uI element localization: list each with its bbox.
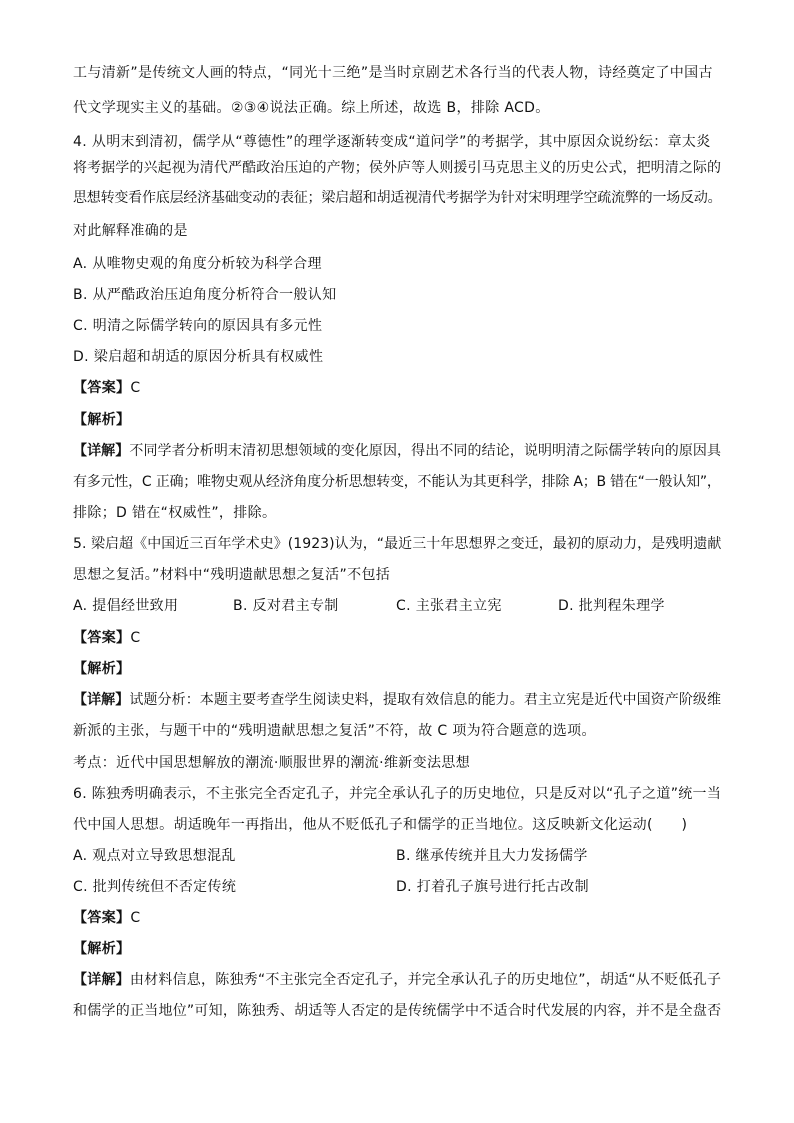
question-4-detail: 排除；D 错在“权威性”，排除。 — [73, 505, 277, 521]
analysis-tag: 【解析】 — [73, 412, 131, 428]
question-6-stem: 6. 陈独秀明确表示，不主张完全否定孔子，并完全承认孔子的历史地位，只是反对以“孔子之道”统一当 — [73, 786, 722, 802]
question-5-kaodian: 考点：近代中国思想解放的潮流·顺服世界的潮流·维新变法思想 — [73, 755, 471, 771]
question-4-stem: 将考据学的兴起视为清代严酷政治压迫的产物；侯外庐等人则援引马克思主义的历史公式，把明清之际的 — [73, 160, 722, 176]
question-6-detail — [73, 969, 721, 991]
analysis-tag: 【解析】 — [73, 941, 131, 957]
question-6-option-b: B. 继承传统并且大力发扬儒学 — [396, 848, 588, 864]
question-6-answer — [73, 907, 141, 929]
question-4-stem: 4. 从明末到清初，儒学从“尊德性”的理学逐渐转变成“道问学”的考据学，其中原因众说纷纭：章太炎 — [73, 134, 711, 150]
detail-tag: 【详解】 — [73, 443, 130, 459]
answer-tag: 【答案】 — [73, 380, 131, 396]
question-4-detail — [73, 440, 721, 462]
question-4-option-b: B. 从严酷政治压迫角度分析符合一般认知 — [73, 287, 337, 303]
question-6-analysis-tag — [73, 938, 130, 960]
paragraph-line: 代文学现实主义的基础。②③④说法正确。综上所述，故选 B，排除 ACD。 — [73, 100, 550, 116]
question-6-stem: 代中国人思想。胡适晚年一再指出，他从不贬低孔子和儒学的正当地位。这反映新文化运动( ) — [73, 817, 688, 833]
question-4-detail: 有多元性，C 正确；唯物史观从经济角度分析思想转变，不能认为其更科学，排除 A；B 错在“一般认知”， — [73, 474, 721, 490]
analysis-tag: 【解析】 — [73, 661, 131, 677]
question-5-option-d: D. 批判程朱理学 — [558, 598, 665, 614]
question-5-detail: 新派的主张，与题干中的“残明遗献思想之复活”不符，故 C 项为符合题意的选项。 — [73, 723, 596, 739]
detail-tag: 【详解】 — [73, 972, 130, 988]
question-5-option-b: B. 反对君主专制 — [233, 598, 339, 614]
question-4-option-c: C. 明清之际儒学转向的原因具有多元性 — [73, 318, 323, 334]
question-6-option-c: C. 批判传统但不否定传统 — [73, 879, 237, 895]
question-5-stem: 5. 梁启超《中国近三百年学术史》(1923)认为，“最近三十年思想界之变迁，最初的原动力，是残明遗献 — [73, 536, 722, 552]
question-6-option-d: D. 打着孔子旗号进行托古改制 — [396, 879, 589, 895]
answer-tag: 【答案】 — [73, 630, 131, 646]
question-4-answer — [73, 377, 141, 399]
answer-value: C — [130, 630, 141, 646]
question-5-detail — [73, 689, 721, 711]
question-5-option-a: A. 提倡经世致用 — [73, 598, 179, 614]
question-4-option-a: A. 从唯物史观的角度分析较为科学合理 — [73, 256, 322, 272]
detail-text: 试题分析：本题主要考查学生阅读史料，提取有效信息的能力。君主立宪是近代中国资产阶级维 — [129, 692, 722, 708]
answer-tag: 【答案】 — [73, 910, 131, 926]
question-4-option-d: D. 梁启超和胡适的原因分析具有权威性 — [73, 349, 324, 365]
question-5-answer — [73, 627, 141, 649]
question-4-stem: 对此解释准确的是 — [73, 223, 188, 239]
question-4-analysis-tag — [73, 409, 130, 431]
question-6-detail: 和儒学的正当地位”可知，陈独秀、胡适等人否定的是传统儒学中不适合时代发展的内容，并不是全盘否 — [73, 1003, 722, 1019]
answer-value: C — [130, 910, 141, 926]
question-4-stem: 思想转变看作底层经济基础变动的表征；梁启超和胡适视清代考据学为针对宋明理学空疏流弊的一场反动。 — [73, 190, 722, 206]
detail-tag: 【详解】 — [73, 692, 130, 708]
paragraph-line: 工与清新”是传统文人画的特点，“同光十三绝”是当时京剧艺术各行当的代表人物，诗经奠定了中国古 — [73, 65, 713, 81]
question-6-option-a: A. 观点对立导致思想混乱 — [73, 848, 236, 864]
detail-text: 不同学者分析明末清初思想领域的变化原因，得出不同的结论，说明明清之际儒学转向的原因具 — [129, 443, 722, 459]
answer-value: C — [130, 380, 141, 396]
question-5-analysis-tag — [73, 658, 130, 680]
detail-text: 由材料信息，陈独秀“不主张完全否定孔子，并完全承认孔子的历史地位”，胡适“从不贬低孔子 — [129, 972, 722, 988]
question-5-option-c: C. 主张君主立宪 — [396, 598, 502, 614]
question-5-stem: 思想之复活。”材料中“残明遗献思想之复活”不包括 — [73, 567, 391, 583]
